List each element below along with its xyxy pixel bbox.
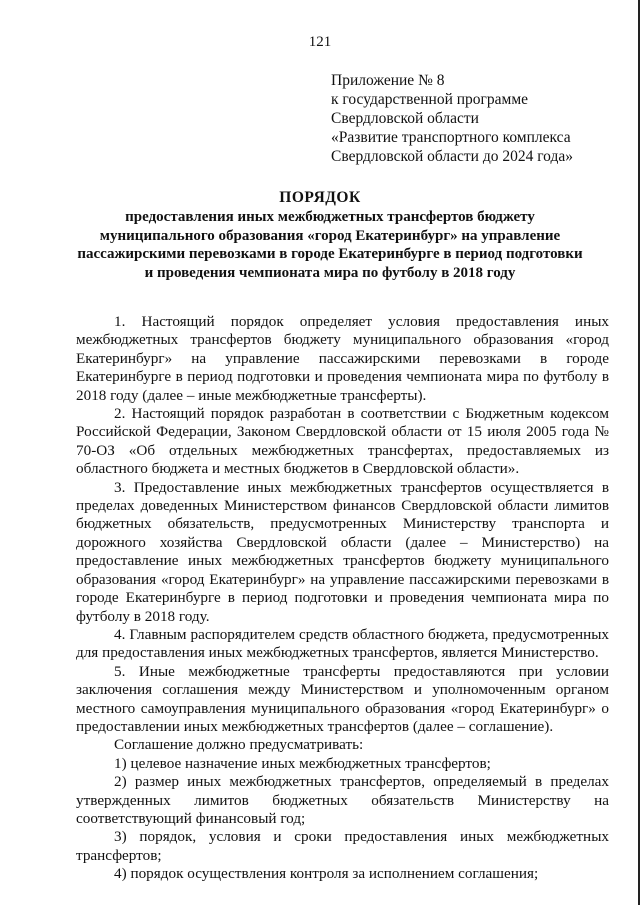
appendix-line: Свердловской области (331, 110, 479, 127)
subtitle-line: муниципального образования «город Екатеринбург» на управление (99, 227, 561, 244)
agreement-item-2: 2) размер иных межбюджетных трансфертов, определяемый в пределах утвержденных лимитов бюджетных обязательств Министерству на соответствующий финансовый год; (76, 773, 609, 827)
subtitle-line: пассажирскими перевозками в городе Екатеринбурге в период подготовки (77, 246, 583, 263)
agreement-item-4: 4) порядок осуществления контроля за исполнением соглашения; (114, 865, 539, 883)
appendix-line: «Развитие транспортного комплекса (331, 129, 571, 146)
paragraph-4: 4. Главным распорядителем средств областного бюджета, предусмотренных для предоставления иных межбюджетных трансфертов, является Министерство. (76, 625, 609, 662)
subtitle-line: предоставления иных межбюджетных трансфертов бюджету (125, 209, 535, 225)
agreement-item-3: 3) порядок, условия и сроки предоставления иных межбюджетных трансфертов; (76, 828, 609, 864)
paragraph-2: 2. Настоящий порядок разработан в соответствии с Бюджетным кодексом Российской Федерации, Законом Свердловской области от 15 июля 2005 года № 70-ОЗ «Об отдельных межбюджетных трансфертах, предоставляемых из областного бюджета и местных бюджетов в Свердловской области». (76, 405, 609, 478)
appendix-line: к государственной программе (331, 91, 529, 108)
paragraph-3: 3. Предоставление иных межбюджетных трансфертов осуществляется в пределах доведенных Министерством финансов Свердловской области лимитов бюджетных обязательств, предусмотренных Министерству транспорта и дорожного хозяйства Свердловской области (далее – Министерство) на предоставление иных межбюджетных трансфертов бюджету муниципального образования «город Екатеринбург» на управление пассажирскими перевозками в городе Екатеринбурге в период подготовки и проведения чемпионата мира по футболу в 2018 году. (76, 478, 609, 625)
document-body (76, 313, 609, 884)
appendix-line: Свердловской области до 2024 года» (331, 148, 573, 165)
paragraph-1: 1. Настоящий порядок определяет условия предоставления иных межбюджетных трансфертов бюджету муниципального образования «город Екатеринбург» на управление пассажирскими перевозками в городе Екатеринбурге в период подготовки и проведения чемпионата мира по футболу в 2018 году (далее – иные межбюджетные трансферты). (76, 313, 609, 404)
subtitle-line: и проведения чемпионата мира по футболу в 2018 году (144, 264, 516, 281)
document-title: ПОРЯДОК (279, 189, 361, 206)
agreement-item-1: 1) целевое назначение иных межбюджетных трансфертов; (114, 754, 491, 772)
appendix-header (331, 71, 631, 166)
document-subtitle (60, 208, 600, 282)
page-number: 121 (308, 34, 332, 50)
paragraph-5: 5. Иные межбюджетные трансферты предоставляются при условии заключения соглашения между Министерством и уполномоченным органом местного самоуправления муниципального образования «город Екатеринбург» о предоставлении иных межбюджетных трансфертов (далее – соглашение). (76, 662, 609, 735)
appendix-line: Приложение № 8 (331, 72, 445, 89)
agreement-intro: Соглашение должно предусматривать: (114, 736, 364, 754)
